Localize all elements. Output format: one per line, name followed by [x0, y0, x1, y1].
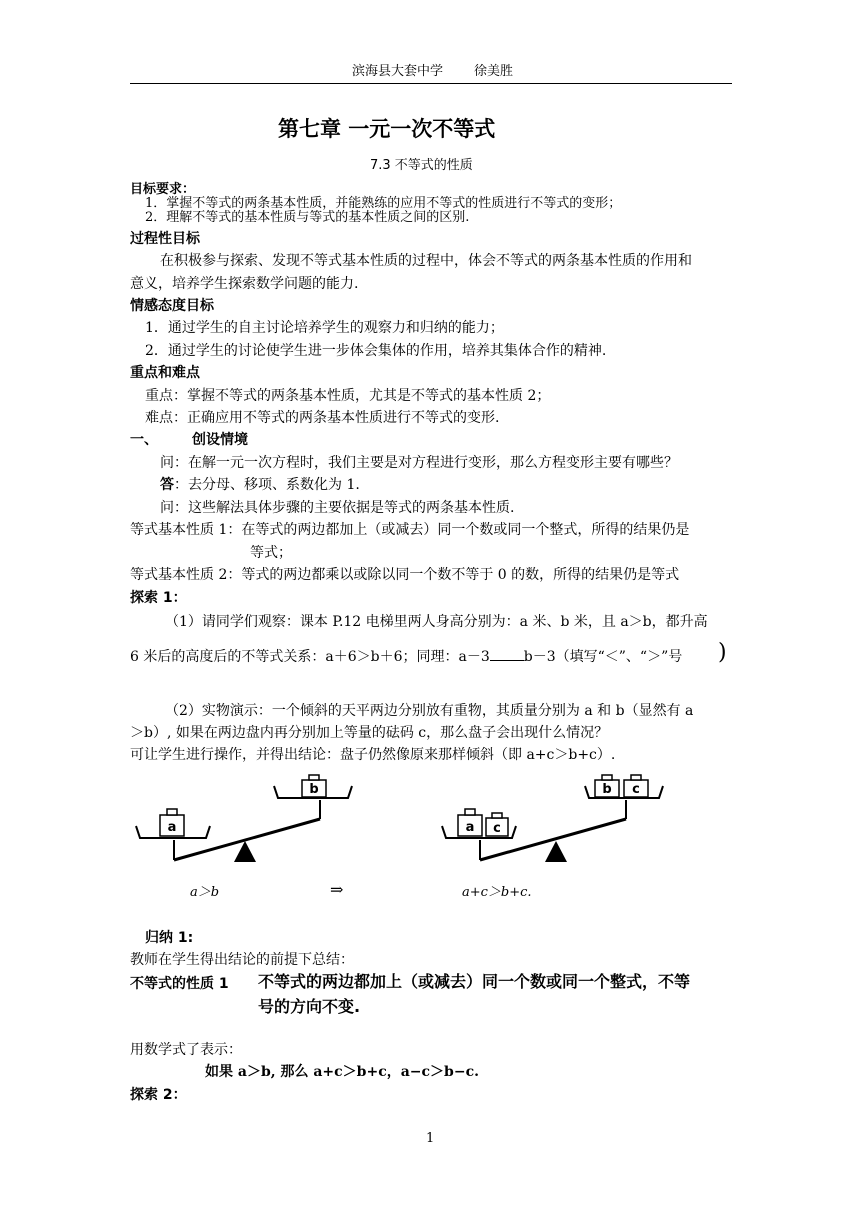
process-goal-line2: 意义，培养学生探索数学问题的能力. [130, 276, 359, 292]
key-point: 重点：掌握不等式的两条基本性质，尤其是不等式的基本性质 2； [145, 388, 551, 404]
caption-left: a＞b [190, 885, 220, 900]
weight-a-right-label: a [465, 820, 475, 835]
summary-1-heading: 归纳 1: [145, 930, 194, 946]
answer-text: ：去分母、移项、系数化为 1. [174, 477, 360, 493]
attitude-goal-item-2: 2．通过学生的讨论使学生进一步体会集体的作用，培养其集体合作的精神. [145, 343, 607, 359]
eq-property-1-line2: 等式； [250, 545, 292, 561]
explore-1-p1-text-b: b－3（填写“＜”、“＞”号 [523, 649, 683, 665]
summary-1-intro: 教师在学生得出结论的前提下总结： [130, 952, 354, 968]
section-one-title: 创设情境 [192, 432, 248, 448]
answer-label: 答 [160, 477, 174, 493]
process-goal-line1: 在积极参与探索、发现不等式基本性质的过程中，体会不等式的两条基本性质的作用和 [160, 253, 692, 269]
difficulty-point: 难点：正确应用不等式的两条基本性质进行不等式的变形. [145, 410, 500, 426]
weight-b-right-label: b [602, 782, 612, 797]
question-2: 问：这些解法具体步骤的主要依据是等式的两条基本性质. [160, 500, 515, 516]
left-balance [136, 775, 352, 862]
goals-heading: 目标要求： [130, 182, 196, 197]
page-number: 1 [426, 1131, 435, 1146]
header-school: 滨海县大套中学 [352, 64, 444, 79]
goal-item-2: 2．理解不等式的基本性质与等式的基本性质之间的区别. [145, 210, 470, 225]
section-one-number: 一、 [130, 432, 158, 448]
eq-property-1-line1: 等式基本性质 1：在等式的两边都加上（或减去）同一个数或同一个整式，所得的结果仍是 [130, 522, 690, 538]
process-goal-heading: 过程性目标 [130, 231, 200, 247]
explore-1-p2-line1: （2）实物演示：一个倾斜的天平两边分别放有重物，其质量分别为 a 和 b（显然有 a [165, 703, 694, 719]
attitude-goal-heading: 情感态度目标 [130, 298, 214, 314]
explore-1-p1-line2 [130, 646, 682, 666]
right-balance [442, 775, 663, 862]
explore-1-p1-text-a: 6 米后的高度后的不等式关系：a＋6＞b＋6；同理：a－3 [130, 649, 490, 665]
weight-c-right-label: c [632, 782, 640, 797]
answer-1 [160, 477, 360, 494]
fill-in-blank [490, 646, 524, 661]
inequality-property-1-line1: 不等式的两边都加上（或减去）同一个数或同一个整式，不等 [258, 972, 691, 991]
explore-1-p1-line1: （1）请同学们观察：课本 P.12 电梯里两人身高分别为：a 米、b 米，且 a＞b，都升高 [165, 614, 708, 630]
explore-1-p2-line2: ＞b）, 如果在两边盘内再分别加上等量的砝码 c，那么盘子会出现什么情况？ [130, 725, 609, 741]
attitude-goal-item-1: 1．通过学生的自主讨论培养学生的观察力和归纳的能力； [145, 320, 504, 336]
implies-arrow: ⇒ [330, 880, 344, 899]
inequality-property-1-label: 不等式的性质 1 [130, 976, 229, 992]
eq-property-2: 等式基本性质 2：等式的两边都乘以或除以同一个数不等于 0 的数，所得的结果仍是等式 [130, 567, 680, 583]
weight-b-label: b [309, 782, 319, 797]
explore-1-heading: 探索 1： [130, 590, 187, 606]
closing-paren: ) [718, 640, 727, 665]
math-expression-formula: 如果 a＞b, 那么 a+c＞b+c，a−c＞b−c. [205, 1064, 479, 1080]
chapter-title: 第七章 一元一次不等式 [278, 117, 496, 141]
section-title: 7.3 不等式的性质 [370, 158, 473, 173]
explore-2-heading: 探索 2： [130, 1087, 187, 1103]
math-expression-intro: 用数学式了表示： [130, 1042, 242, 1058]
header-author: 徐美胜 [474, 64, 514, 79]
question-1: 问：在解一元一次方程时，我们主要是对方程进行变形，那么方程变形主要有哪些？ [160, 455, 678, 471]
left-fulcrum [234, 841, 256, 862]
right-fulcrum [545, 841, 567, 862]
key-points-heading: 重点和难点 [130, 365, 200, 381]
header-rule [130, 83, 732, 84]
balance-figure [130, 772, 690, 872]
inequality-property-1-line2: 号的方向不变. [258, 997, 361, 1016]
weight-c-left-label: c [493, 821, 501, 836]
explore-1-p2-line3: 可让学生进行操作，并得出结论：盘子仍然像原来那样倾斜（即 a+c＞b+c）. [130, 747, 616, 763]
weight-a-label: a [167, 820, 177, 835]
goal-item-1: 1．掌握不等式的两条基本性质，并能熟练的应用不等式的性质进行不等式的变形； [145, 196, 622, 211]
caption-right: a+c＞b+c. [462, 885, 532, 900]
